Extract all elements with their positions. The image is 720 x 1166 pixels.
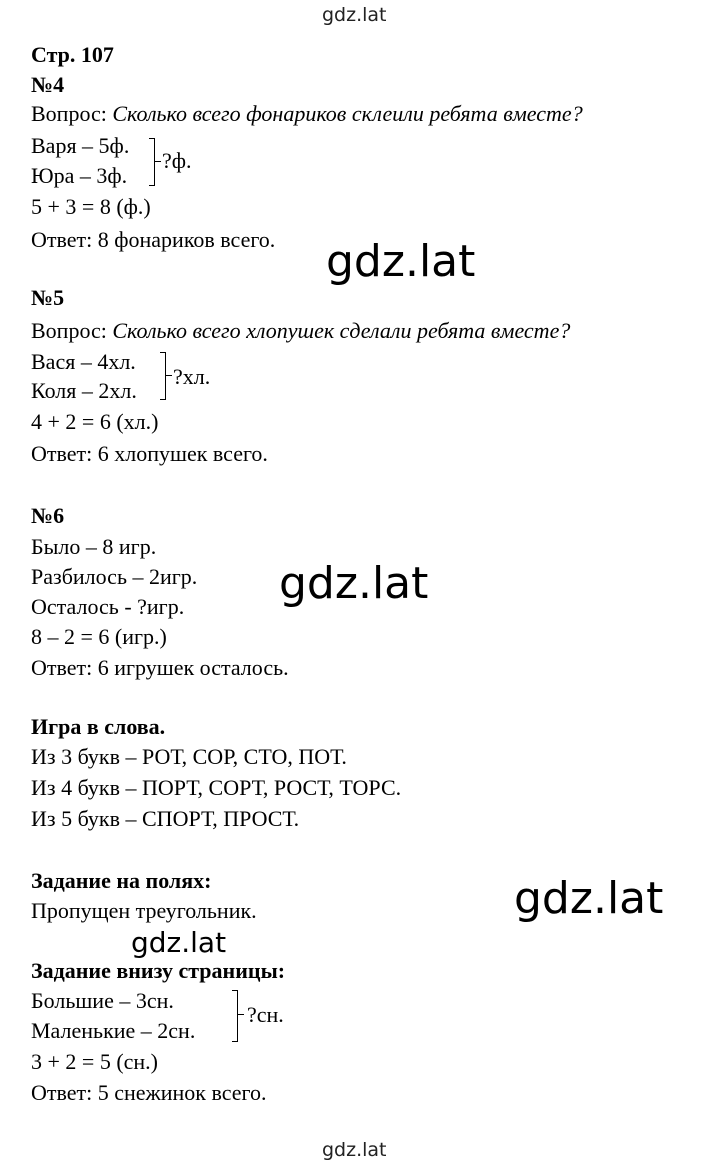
bottom-task-title: Задание внизу страницы: [31,958,286,983]
brace [232,990,238,1042]
bottom-task-line-1: Большие – 3сн. [31,988,174,1013]
question-text: Сколько всего фонариков склеили ребята вместе? [112,101,583,126]
task-5-answer: Ответ: 6 хлопушек всего. [31,441,268,466]
bottom-task-equation: 3 + 2 = 5 (сн.) [31,1049,159,1074]
bottom-task-brace-label: ?сн. [247,1002,284,1027]
question-label: Вопрос: [31,318,113,343]
task-6-equation: 8 – 2 = 6 (игр.) [31,624,167,649]
task-6-answer: Ответ: 6 игрушек осталось. [31,655,289,680]
task-5-line-2: Коля – 2хл. [31,378,137,403]
watermark-bottom: gdz.lat [322,1139,387,1161]
margin-task-text: Пропущен треугольник. [31,898,257,923]
watermark-mid-2: gdz.lat [279,558,429,609]
task-5-number: №5 [31,285,65,310]
brace-tick [238,1014,244,1015]
word-game-line-1: Из 3 букв – РОТ, СОР, СТО, ПОТ. [31,744,347,769]
margin-task-title: Задание на полях: [31,868,212,893]
task-5-line-1: Вася – 4хл. [31,349,136,374]
task-4-equation: 5 + 3 = 8 (ф.) [31,194,151,219]
watermark-mid-3: gdz.lat [514,873,664,924]
task-6-number: №6 [31,503,65,528]
question-text: Сколько всего хлопушек сделали ребята вместе? [112,318,571,343]
task-5-equation: 4 + 2 = 6 (хл.) [31,409,159,434]
task-6-line-2: Разбилось – 2игр. [31,564,198,589]
watermark-mid-1: gdz.lat [326,236,476,287]
page-title: Стр. 107 [31,42,114,67]
task-6-line-1: Было – 8 игр. [31,534,157,559]
brace-tick [155,161,161,162]
task-4-answer: Ответ: 8 фонариков всего. [31,227,276,252]
task-4-question [31,101,583,127]
brace-tick [166,375,172,376]
question-label: Вопрос: [31,101,113,126]
task-4-line-1: Варя – 5ф. [31,133,130,158]
task-4-brace-label: ?ф. [162,148,192,173]
task-4-line-2: Юра – 3ф. [31,163,128,188]
word-game-line-3: Из 5 букв – СПОРТ, ПРОСТ. [31,806,300,831]
task-5-brace-label: ?хл. [173,364,211,389]
task-4-number: №4 [31,72,65,97]
task-6-line-3: Осталось - ?игр. [31,594,185,619]
watermark-top: gdz.lat [322,4,387,26]
word-game-line-2: Из 4 букв – ПОРТ, СОРТ, РОСТ, ТОРС. [31,775,402,800]
watermark-small: gdz.lat [131,926,227,959]
bottom-task-line-2: Маленькие – 2сн. [31,1018,196,1043]
bottom-task-answer: Ответ: 5 снежинок всего. [31,1080,267,1105]
word-game-title: Игра в слова. [31,714,166,739]
task-5-question [31,318,570,344]
brace [149,138,155,186]
brace [160,352,166,400]
